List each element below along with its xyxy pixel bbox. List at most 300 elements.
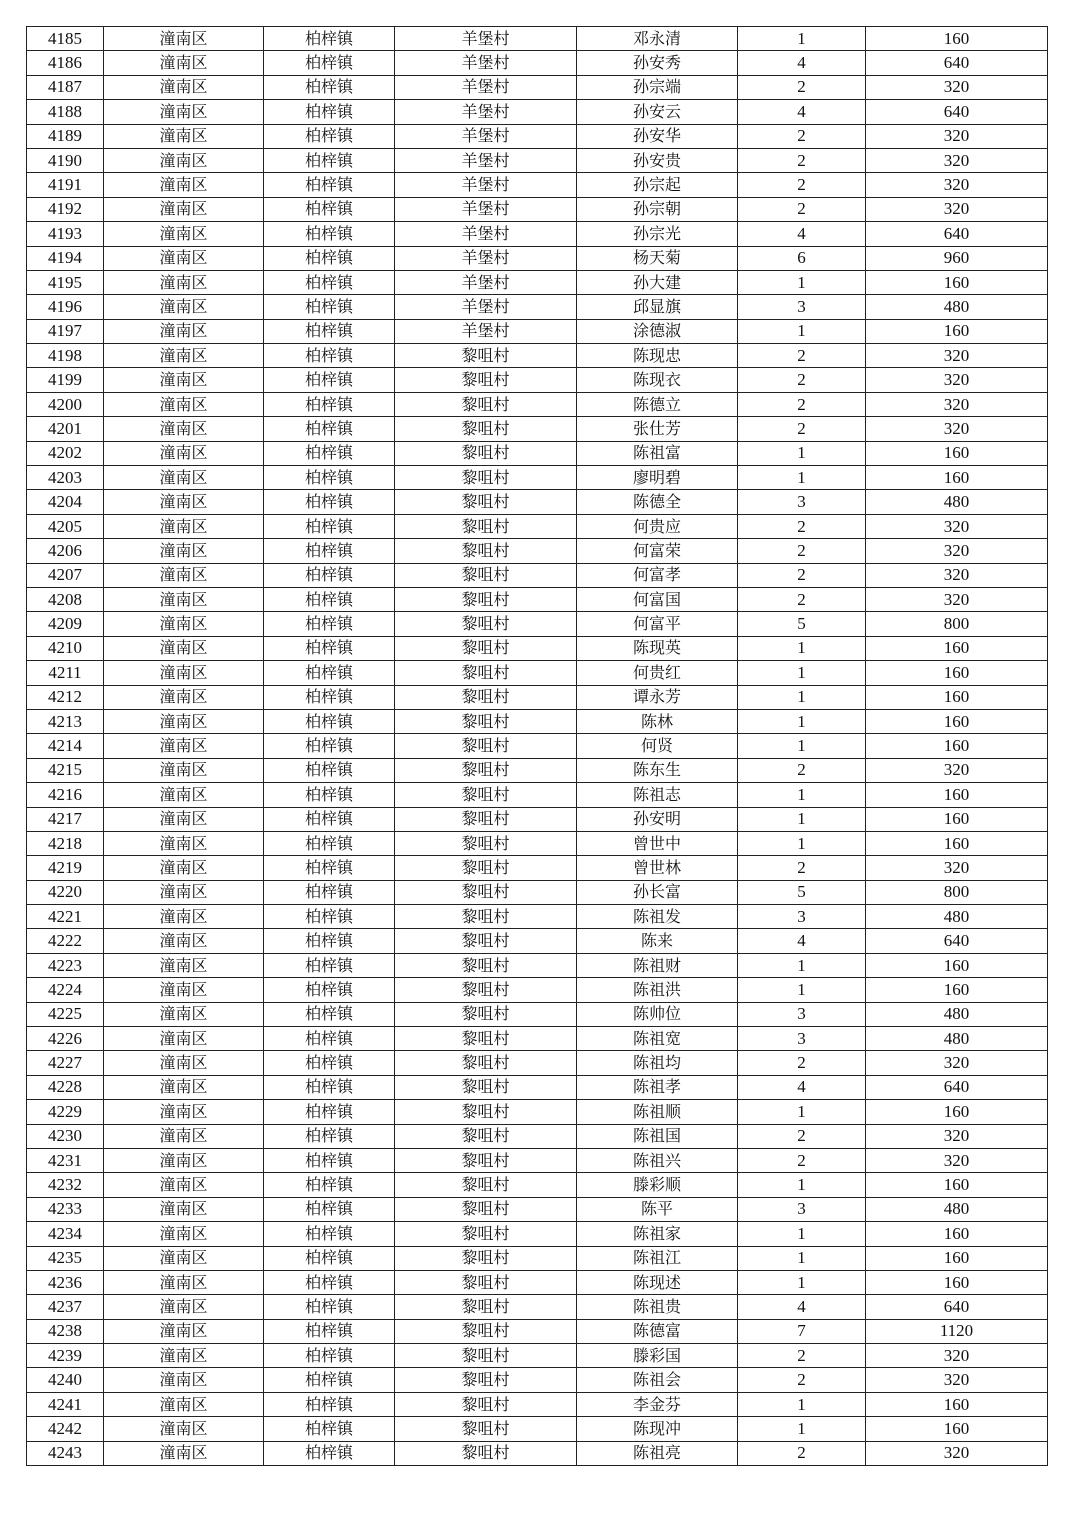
village-cell: 黎咀村: [395, 661, 577, 685]
district-cell: 潼南区: [104, 1270, 264, 1294]
amount-cell: 320: [866, 514, 1048, 538]
household-size-cell: 1: [738, 783, 866, 807]
village-cell: 黎咀村: [395, 344, 577, 368]
household-size-cell: 5: [738, 880, 866, 904]
household-size-cell: 1: [738, 1270, 866, 1294]
table-row: [27, 587, 1048, 611]
amount-cell: 480: [866, 490, 1048, 514]
district-cell: 潼南区: [104, 514, 264, 538]
name-cell: 何贤: [577, 734, 738, 758]
town-cell: 柏梓镇: [264, 1002, 395, 1026]
village-cell: 黎咀村: [395, 1441, 577, 1465]
town-cell: 柏梓镇: [264, 51, 395, 75]
amount-cell: 160: [866, 1173, 1048, 1197]
town-cell: 柏梓镇: [264, 1197, 395, 1221]
town-cell: 柏梓镇: [264, 1344, 395, 1368]
household-size-cell: 6: [738, 246, 866, 270]
household-size-cell: 1: [738, 441, 866, 465]
table-row: [27, 1270, 1048, 1294]
table-row: [27, 466, 1048, 490]
table-row: [27, 1392, 1048, 1416]
town-cell: 柏梓镇: [264, 417, 395, 441]
row-number-cell: 4239: [27, 1344, 104, 1368]
table-row: [27, 1222, 1048, 1246]
village-cell: 黎咀村: [395, 1295, 577, 1319]
name-cell: 何富孝: [577, 563, 738, 587]
district-cell: 潼南区: [104, 905, 264, 929]
town-cell: 柏梓镇: [264, 1222, 395, 1246]
name-cell: 陈林: [577, 709, 738, 733]
household-size-cell: 1: [738, 807, 866, 831]
amount-cell: 320: [866, 173, 1048, 197]
district-cell: 潼南区: [104, 148, 264, 172]
name-cell: 陈祖洪: [577, 978, 738, 1002]
table-row: [27, 539, 1048, 563]
town-cell: 柏梓镇: [264, 270, 395, 294]
district-cell: 潼南区: [104, 173, 264, 197]
district-cell: 潼南区: [104, 270, 264, 294]
row-number-cell: 4216: [27, 783, 104, 807]
village-cell: 黎咀村: [395, 709, 577, 733]
village-cell: 黎咀村: [395, 734, 577, 758]
amount-cell: 160: [866, 319, 1048, 343]
district-cell: 潼南区: [104, 246, 264, 270]
name-cell: 陈现述: [577, 1270, 738, 1294]
row-number-cell: 4202: [27, 441, 104, 465]
village-cell: 羊堡村: [395, 319, 577, 343]
table-row: [27, 734, 1048, 758]
row-number-cell: 4193: [27, 222, 104, 246]
row-number-cell: 4190: [27, 148, 104, 172]
town-cell: 柏梓镇: [264, 246, 395, 270]
village-cell: 黎咀村: [395, 587, 577, 611]
village-cell: 黎咀村: [395, 685, 577, 709]
table-row: [27, 1075, 1048, 1099]
village-cell: 黎咀村: [395, 1197, 577, 1221]
village-cell: 羊堡村: [395, 222, 577, 246]
town-cell: 柏梓镇: [264, 1124, 395, 1148]
household-size-cell: 3: [738, 1002, 866, 1026]
table-row: [27, 1027, 1048, 1051]
household-size-cell: 3: [738, 490, 866, 514]
village-cell: 黎咀村: [395, 1246, 577, 1270]
amount-cell: 320: [866, 368, 1048, 392]
row-number-cell: 4228: [27, 1075, 104, 1099]
name-cell: 陈德富: [577, 1319, 738, 1343]
name-cell: 廖明碧: [577, 466, 738, 490]
household-size-cell: 2: [738, 856, 866, 880]
row-number-cell: 4194: [27, 246, 104, 270]
district-cell: 潼南区: [104, 953, 264, 977]
name-cell: 何富平: [577, 612, 738, 636]
row-number-cell: 4210: [27, 636, 104, 660]
name-cell: 陈现冲: [577, 1417, 738, 1441]
household-size-cell: 1: [738, 1392, 866, 1416]
name-cell: 陈来: [577, 929, 738, 953]
amount-cell: 160: [866, 709, 1048, 733]
household-size-cell: 4: [738, 100, 866, 124]
name-cell: 涂德淑: [577, 319, 738, 343]
village-cell: 黎咀村: [395, 807, 577, 831]
name-cell: 孙安明: [577, 807, 738, 831]
table-row: [27, 173, 1048, 197]
row-number-cell: 4218: [27, 831, 104, 855]
town-cell: 柏梓镇: [264, 831, 395, 855]
table-row: [27, 978, 1048, 1002]
household-size-cell: 1: [738, 734, 866, 758]
household-size-cell: 3: [738, 295, 866, 319]
district-cell: 潼南区: [104, 1148, 264, 1172]
district-cell: 潼南区: [104, 344, 264, 368]
name-cell: 孙宗光: [577, 222, 738, 246]
table-row: [27, 1148, 1048, 1172]
row-number-cell: 4215: [27, 758, 104, 782]
district-cell: 潼南区: [104, 709, 264, 733]
table-row: [27, 783, 1048, 807]
amount-cell: 960: [866, 246, 1048, 270]
town-cell: 柏梓镇: [264, 709, 395, 733]
name-cell: 陈祖志: [577, 783, 738, 807]
district-cell: 潼南区: [104, 1392, 264, 1416]
row-number-cell: 4229: [27, 1100, 104, 1124]
household-size-cell: 1: [738, 270, 866, 294]
village-cell: 黎咀村: [395, 1100, 577, 1124]
row-number-cell: 4197: [27, 319, 104, 343]
town-cell: 柏梓镇: [264, 905, 395, 929]
row-number-cell: 4241: [27, 1392, 104, 1416]
table-row: [27, 270, 1048, 294]
village-cell: 黎咀村: [395, 563, 577, 587]
town-cell: 柏梓镇: [264, 490, 395, 514]
name-cell: 陈祖贵: [577, 1295, 738, 1319]
town-cell: 柏梓镇: [264, 173, 395, 197]
village-cell: 黎咀村: [395, 1344, 577, 1368]
district-cell: 潼南区: [104, 197, 264, 221]
district-cell: 潼南区: [104, 1295, 264, 1319]
district-cell: 潼南区: [104, 295, 264, 319]
household-size-cell: 2: [738, 392, 866, 416]
town-cell: 柏梓镇: [264, 1075, 395, 1099]
household-size-cell: 1: [738, 1100, 866, 1124]
amount-cell: 160: [866, 1392, 1048, 1416]
amount-cell: 160: [866, 685, 1048, 709]
amount-cell: 160: [866, 1222, 1048, 1246]
household-size-cell: 1: [738, 831, 866, 855]
amount-cell: 480: [866, 1002, 1048, 1026]
name-cell: 陈现忠: [577, 344, 738, 368]
table-row: [27, 319, 1048, 343]
name-cell: 陈祖均: [577, 1051, 738, 1075]
amount-cell: 320: [866, 1368, 1048, 1392]
name-cell: 何贵红: [577, 661, 738, 685]
amount-cell: 320: [866, 344, 1048, 368]
household-size-cell: 1: [738, 1222, 866, 1246]
town-cell: 柏梓镇: [264, 1173, 395, 1197]
name-cell: 谭永芳: [577, 685, 738, 709]
name-cell: 滕彩顺: [577, 1173, 738, 1197]
row-number-cell: 4212: [27, 685, 104, 709]
name-cell: 陈帅位: [577, 1002, 738, 1026]
household-size-cell: 2: [738, 1344, 866, 1368]
village-cell: 黎咀村: [395, 905, 577, 929]
row-number-cell: 4226: [27, 1027, 104, 1051]
amount-cell: 320: [866, 392, 1048, 416]
town-cell: 柏梓镇: [264, 1027, 395, 1051]
amount-cell: 160: [866, 441, 1048, 465]
table-row: [27, 51, 1048, 75]
household-size-cell: 2: [738, 563, 866, 587]
village-cell: 黎咀村: [395, 1075, 577, 1099]
town-cell: 柏梓镇: [264, 222, 395, 246]
district-cell: 潼南区: [104, 1197, 264, 1221]
table-row: [27, 880, 1048, 904]
town-cell: 柏梓镇: [264, 587, 395, 611]
row-number-cell: 4200: [27, 392, 104, 416]
town-cell: 柏梓镇: [264, 807, 395, 831]
district-cell: 潼南区: [104, 587, 264, 611]
town-cell: 柏梓镇: [264, 1417, 395, 1441]
village-cell: 黎咀村: [395, 417, 577, 441]
name-cell: 孙大建: [577, 270, 738, 294]
district-cell: 潼南区: [104, 1124, 264, 1148]
town-cell: 柏梓镇: [264, 344, 395, 368]
household-size-cell: 1: [738, 709, 866, 733]
household-size-cell: 2: [738, 368, 866, 392]
district-cell: 潼南区: [104, 1246, 264, 1270]
amount-cell: 640: [866, 51, 1048, 75]
row-number-cell: 4233: [27, 1197, 104, 1221]
table-row: [27, 709, 1048, 733]
district-cell: 潼南区: [104, 685, 264, 709]
village-cell: 羊堡村: [395, 100, 577, 124]
row-number-cell: 4221: [27, 905, 104, 929]
name-cell: 孙宗起: [577, 173, 738, 197]
town-cell: 柏梓镇: [264, 1441, 395, 1465]
row-number-cell: 4203: [27, 466, 104, 490]
town-cell: 柏梓镇: [264, 466, 395, 490]
amount-cell: 160: [866, 27, 1048, 51]
name-cell: 孙长富: [577, 880, 738, 904]
row-number-cell: 4188: [27, 100, 104, 124]
village-cell: 黎咀村: [395, 783, 577, 807]
district-cell: 潼南区: [104, 880, 264, 904]
name-cell: 曾世中: [577, 831, 738, 855]
village-cell: 黎咀村: [395, 539, 577, 563]
amount-cell: 320: [866, 1344, 1048, 1368]
district-cell: 潼南区: [104, 1319, 264, 1343]
town-cell: 柏梓镇: [264, 100, 395, 124]
village-cell: 羊堡村: [395, 124, 577, 148]
name-cell: 孙宗端: [577, 75, 738, 99]
district-cell: 潼南区: [104, 1173, 264, 1197]
village-cell: 黎咀村: [395, 1148, 577, 1172]
name-cell: 陈祖家: [577, 1222, 738, 1246]
row-number-cell: 4238: [27, 1319, 104, 1343]
row-number-cell: 4222: [27, 929, 104, 953]
name-cell: 陈德立: [577, 392, 738, 416]
amount-cell: 320: [866, 563, 1048, 587]
amount-cell: 800: [866, 880, 1048, 904]
table-row: [27, 222, 1048, 246]
village-cell: 黎咀村: [395, 1319, 577, 1343]
town-cell: 柏梓镇: [264, 148, 395, 172]
table-row: [27, 905, 1048, 929]
amount-cell: 320: [866, 124, 1048, 148]
household-size-cell: 3: [738, 905, 866, 929]
town-cell: 柏梓镇: [264, 368, 395, 392]
amount-cell: 320: [866, 856, 1048, 880]
table-row: [27, 661, 1048, 685]
town-cell: 柏梓镇: [264, 441, 395, 465]
amount-cell: 640: [866, 222, 1048, 246]
district-cell: 潼南区: [104, 1100, 264, 1124]
village-cell: 黎咀村: [395, 636, 577, 660]
village-cell: 黎咀村: [395, 1222, 577, 1246]
household-size-cell: 1: [738, 953, 866, 977]
table-row: [27, 1124, 1048, 1148]
household-size-cell: 1: [738, 466, 866, 490]
name-cell: 陈祖亮: [577, 1441, 738, 1465]
table-row: [27, 197, 1048, 221]
row-number-cell: 4237: [27, 1295, 104, 1319]
row-number-cell: 4195: [27, 270, 104, 294]
town-cell: 柏梓镇: [264, 1051, 395, 1075]
household-size-cell: 3: [738, 1197, 866, 1221]
town-cell: 柏梓镇: [264, 124, 395, 148]
district-cell: 潼南区: [104, 978, 264, 1002]
amount-cell: 640: [866, 1295, 1048, 1319]
row-number-cell: 4230: [27, 1124, 104, 1148]
amount-cell: 160: [866, 831, 1048, 855]
household-size-cell: 1: [738, 319, 866, 343]
district-cell: 潼南区: [104, 636, 264, 660]
amount-cell: 320: [866, 1124, 1048, 1148]
amount-cell: 160: [866, 661, 1048, 685]
household-size-cell: 1: [738, 636, 866, 660]
table-row: [27, 1344, 1048, 1368]
name-cell: 孙宗朝: [577, 197, 738, 221]
row-number-cell: 4242: [27, 1417, 104, 1441]
row-number-cell: 4189: [27, 124, 104, 148]
household-size-cell: 4: [738, 222, 866, 246]
village-cell: 羊堡村: [395, 148, 577, 172]
row-number-cell: 4236: [27, 1270, 104, 1294]
table-row: [27, 636, 1048, 660]
row-number-cell: 4213: [27, 709, 104, 733]
row-number-cell: 4235: [27, 1246, 104, 1270]
name-cell: 陈平: [577, 1197, 738, 1221]
town-cell: 柏梓镇: [264, 563, 395, 587]
name-cell: 曾世林: [577, 856, 738, 880]
village-cell: 黎咀村: [395, 1417, 577, 1441]
row-number-cell: 4223: [27, 953, 104, 977]
table-row: [27, 441, 1048, 465]
district-cell: 潼南区: [104, 539, 264, 563]
district-cell: 潼南区: [104, 417, 264, 441]
amount-cell: 160: [866, 270, 1048, 294]
amount-cell: 160: [866, 1100, 1048, 1124]
amount-cell: 480: [866, 1027, 1048, 1051]
amount-cell: 160: [866, 636, 1048, 660]
village-cell: 羊堡村: [395, 295, 577, 319]
row-number-cell: 4191: [27, 173, 104, 197]
town-cell: 柏梓镇: [264, 539, 395, 563]
town-cell: 柏梓镇: [264, 1368, 395, 1392]
amount-cell: 160: [866, 978, 1048, 1002]
household-size-cell: 2: [738, 587, 866, 611]
household-size-cell: 2: [738, 344, 866, 368]
village-cell: 黎咀村: [395, 1124, 577, 1148]
town-cell: 柏梓镇: [264, 758, 395, 782]
household-size-cell: 1: [738, 1417, 866, 1441]
table-body: [27, 27, 1048, 1466]
district-cell: 潼南区: [104, 319, 264, 343]
village-cell: 黎咀村: [395, 490, 577, 514]
district-cell: 潼南区: [104, 27, 264, 51]
amount-cell: 160: [866, 466, 1048, 490]
town-cell: 柏梓镇: [264, 661, 395, 685]
district-cell: 潼南区: [104, 563, 264, 587]
town-cell: 柏梓镇: [264, 612, 395, 636]
table-row: [27, 368, 1048, 392]
district-cell: 潼南区: [104, 831, 264, 855]
district-cell: 潼南区: [104, 1222, 264, 1246]
table-row: [27, 100, 1048, 124]
town-cell: 柏梓镇: [264, 1148, 395, 1172]
household-size-cell: 2: [738, 1124, 866, 1148]
table-row: [27, 1246, 1048, 1270]
table-row: [27, 1002, 1048, 1026]
household-size-cell: 2: [738, 1051, 866, 1075]
district-cell: 潼南区: [104, 783, 264, 807]
amount-cell: 800: [866, 612, 1048, 636]
district-cell: 潼南区: [104, 661, 264, 685]
household-size-cell: 1: [738, 1173, 866, 1197]
name-cell: 陈祖发: [577, 905, 738, 929]
household-size-cell: 2: [738, 1368, 866, 1392]
row-number-cell: 4217: [27, 807, 104, 831]
household-size-cell: 1: [738, 1246, 866, 1270]
table-row: [27, 1417, 1048, 1441]
name-cell: 何贵应: [577, 514, 738, 538]
table-row: [27, 1173, 1048, 1197]
district-cell: 潼南区: [104, 856, 264, 880]
village-cell: 黎咀村: [395, 514, 577, 538]
district-cell: 潼南区: [104, 1002, 264, 1026]
row-number-cell: 4185: [27, 27, 104, 51]
amount-cell: 320: [866, 1051, 1048, 1075]
district-cell: 潼南区: [104, 466, 264, 490]
row-number-cell: 4219: [27, 856, 104, 880]
town-cell: 柏梓镇: [264, 880, 395, 904]
table-row: [27, 563, 1048, 587]
amount-cell: 320: [866, 539, 1048, 563]
row-number-cell: 4225: [27, 1002, 104, 1026]
name-cell: 邓永清: [577, 27, 738, 51]
table-row: [27, 246, 1048, 270]
village-cell: 羊堡村: [395, 246, 577, 270]
household-size-cell: 2: [738, 75, 866, 99]
name-cell: 孙安贵: [577, 148, 738, 172]
village-cell: 黎咀村: [395, 953, 577, 977]
town-cell: 柏梓镇: [264, 197, 395, 221]
name-cell: 陈祖孝: [577, 1075, 738, 1099]
village-cell: 黎咀村: [395, 441, 577, 465]
table-row: [27, 148, 1048, 172]
row-number-cell: 4208: [27, 587, 104, 611]
row-number-cell: 4205: [27, 514, 104, 538]
village-cell: 黎咀村: [395, 1002, 577, 1026]
